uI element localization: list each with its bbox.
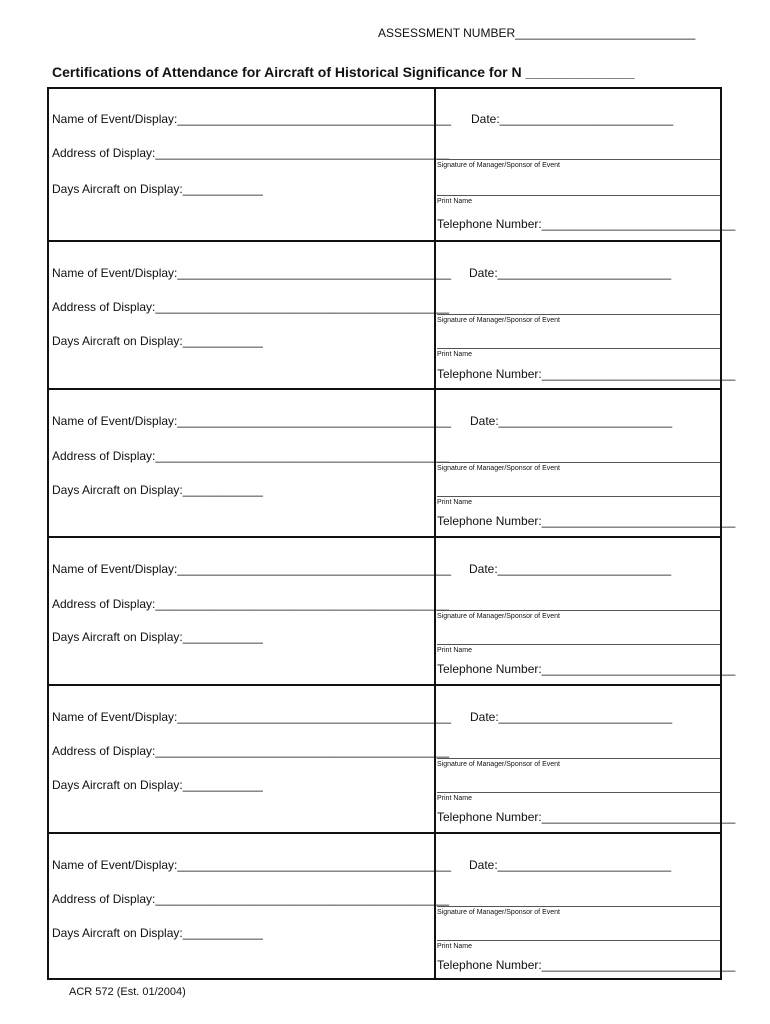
- event-name-field[interactable]: Name of Event/Display:_________________________________________: [52, 562, 452, 576]
- signature-line[interactable]: [437, 159, 720, 160]
- print-name-caption: Print Name: [437, 943, 473, 950]
- address-field[interactable]: Address of Display:____________________________________________: [52, 449, 450, 463]
- address-field[interactable]: Address of Display:____________________________________________: [52, 300, 450, 314]
- print-name-caption: Print Name: [437, 499, 473, 506]
- signature-line[interactable]: [437, 462, 720, 463]
- address-field[interactable]: Address of Display:____________________________________________: [52, 597, 450, 611]
- column-divider: [434, 686, 436, 832]
- telephone-field[interactable]: Telephone Number:_____________________________: [437, 514, 736, 528]
- form-id: ACR 572 (Est. 01/2004): [69, 986, 186, 998]
- certification-block-3: [49, 390, 736, 538]
- event-name-field[interactable]: Name of Event/Display:_________________________________________: [52, 112, 452, 126]
- signature-caption: Signature of Manager/Sponsor of Event: [437, 465, 560, 472]
- telephone-field[interactable]: Telephone Number:_____________________________: [437, 958, 736, 972]
- print-name-line[interactable]: [437, 348, 720, 349]
- certification-block-5: [49, 686, 736, 834]
- signature-caption: Signature of Manager/Sponsor of Event: [437, 317, 560, 324]
- date-field[interactable]: Date:__________________________: [469, 858, 672, 872]
- event-name-field[interactable]: Name of Event/Display:_________________________________________: [52, 266, 452, 280]
- print-name-line[interactable]: [437, 940, 720, 941]
- certification-block-1: [49, 89, 736, 242]
- signature-caption: Signature of Manager/Sponsor of Event: [437, 162, 560, 169]
- days-on-display-field[interactable]: Days Aircraft on Display:____________: [52, 778, 263, 792]
- print-name-caption: Print Name: [437, 647, 473, 654]
- column-divider: [434, 834, 436, 978]
- telephone-field[interactable]: Telephone Number:_____________________________: [437, 217, 736, 231]
- certification-block-4: [49, 538, 736, 686]
- signature-caption: Signature of Manager/Sponsor of Event: [437, 613, 560, 620]
- event-name-field[interactable]: Name of Event/Display:_________________________________________: [52, 710, 452, 724]
- print-name-line[interactable]: [437, 195, 720, 196]
- telephone-field[interactable]: Telephone Number:_____________________________: [437, 662, 736, 676]
- signature-caption: Signature of Manager/Sponsor of Event: [437, 761, 560, 768]
- assessment-number: ASSESSMENT NUMBER___________________________: [378, 26, 696, 40]
- column-divider: [434, 390, 436, 536]
- address-field[interactable]: Address of Display:____________________________________________: [52, 146, 450, 160]
- signature-line[interactable]: [437, 906, 720, 907]
- print-name-line[interactable]: [437, 792, 720, 793]
- column-divider: [434, 538, 436, 684]
- days-on-display-field[interactable]: Days Aircraft on Display:____________: [52, 334, 263, 348]
- days-on-display-field[interactable]: Days Aircraft on Display:____________: [52, 630, 263, 644]
- signature-line[interactable]: [437, 610, 720, 611]
- date-field[interactable]: Date:__________________________: [471, 112, 674, 126]
- date-field[interactable]: Date:__________________________: [469, 562, 672, 576]
- certification-block-2: [49, 242, 736, 390]
- days-on-display-field[interactable]: Days Aircraft on Display:____________: [52, 182, 263, 196]
- telephone-field[interactable]: Telephone Number:_____________________________: [437, 367, 736, 381]
- event-name-field[interactable]: Name of Event/Display:_________________________________________: [52, 414, 452, 428]
- attendance-form-table: [47, 87, 736, 980]
- address-field[interactable]: Address of Display:____________________________________________: [52, 744, 450, 758]
- date-field[interactable]: Date:__________________________: [470, 710, 673, 724]
- print-name-line[interactable]: [437, 496, 720, 497]
- print-name-caption: Print Name: [437, 198, 473, 205]
- column-divider: [434, 242, 436, 388]
- print-name-line[interactable]: [437, 644, 720, 645]
- print-name-caption: Print Name: [437, 351, 473, 358]
- signature-line[interactable]: [437, 314, 720, 315]
- telephone-field[interactable]: Telephone Number:_____________________________: [437, 810, 736, 824]
- page-title: Certifications of Attendance for Aircraft of Historical Significance for N ______________: [52, 64, 635, 80]
- days-on-display-field[interactable]: Days Aircraft on Display:____________: [52, 926, 263, 940]
- signature-line[interactable]: [437, 758, 720, 759]
- date-field[interactable]: Date:__________________________: [469, 266, 672, 280]
- certification-block-6: [49, 834, 736, 978]
- date-field[interactable]: Date:__________________________: [470, 414, 673, 428]
- print-name-caption: Print Name: [437, 795, 473, 802]
- event-name-field[interactable]: Name of Event/Display:_________________________________________: [52, 858, 452, 872]
- days-on-display-field[interactable]: Days Aircraft on Display:____________: [52, 483, 263, 497]
- signature-caption: Signature of Manager/Sponsor of Event: [437, 909, 560, 916]
- address-field[interactable]: Address of Display:____________________________________________: [52, 892, 450, 906]
